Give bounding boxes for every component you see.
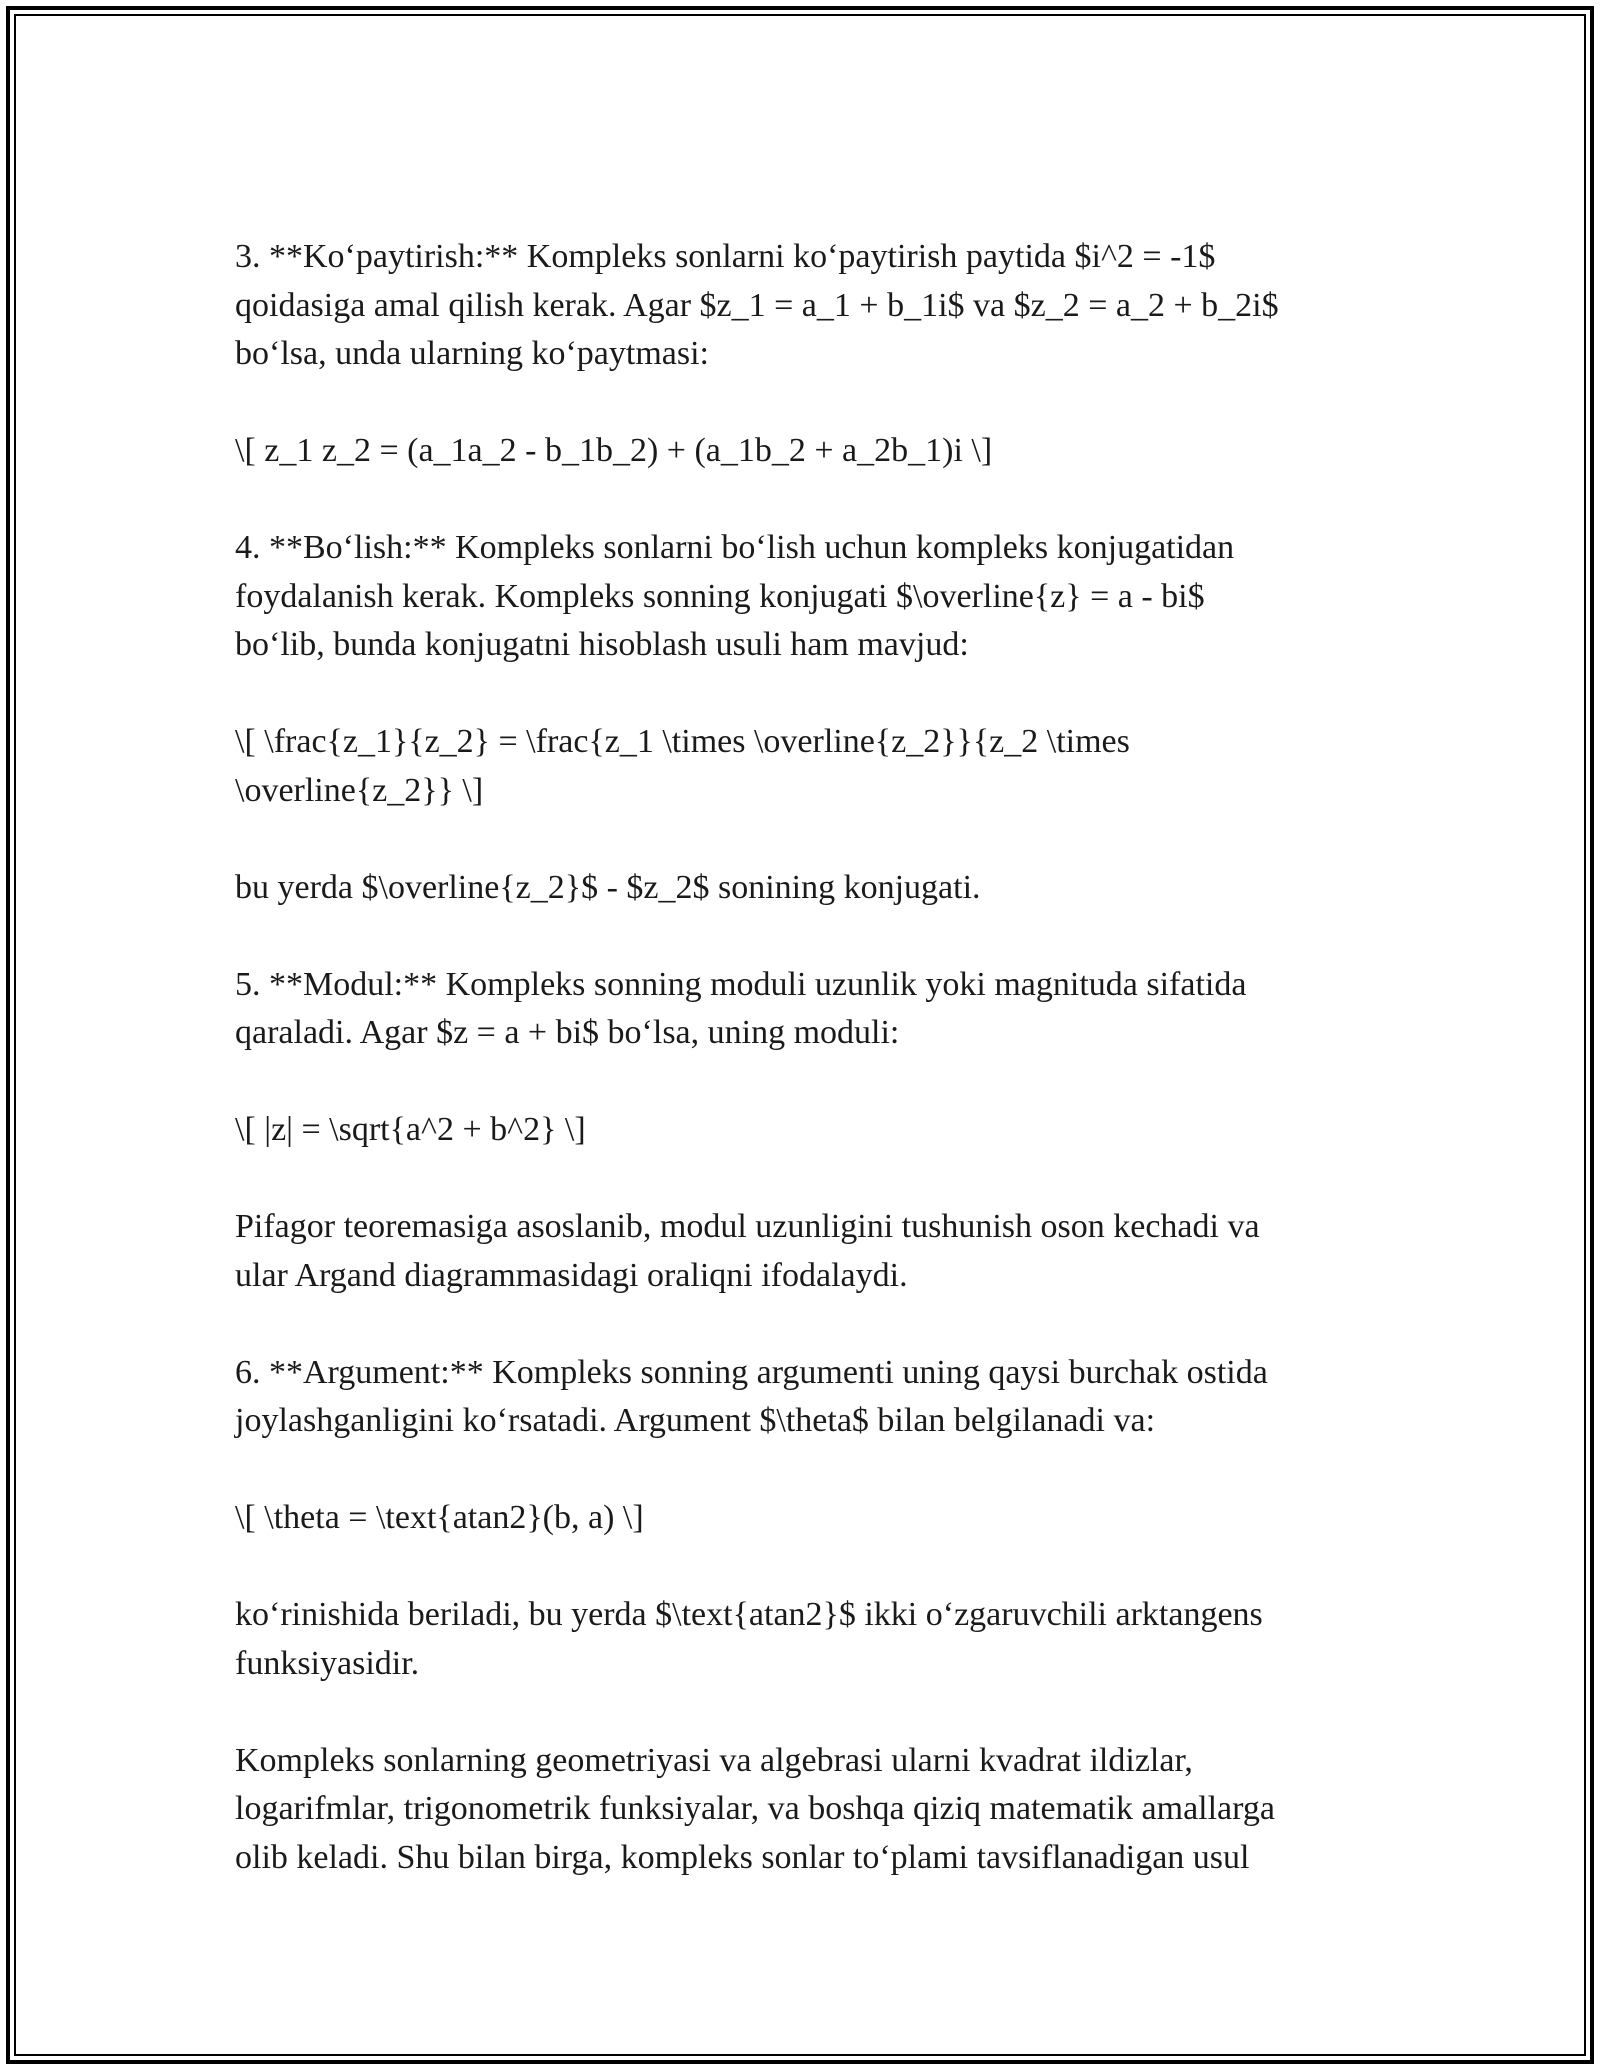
formula-argument: \[ \theta = \text{atan2}(b, a) \]: [235, 1499, 644, 1536]
paragraph-modulus: 5. **Modul:** Kompleks sonning moduli uzunlik yoki magnituda sifatida qaraladi. Agar $z = a + bi$ bo‘lsa, uning moduli:: [235, 965, 1247, 1051]
formula-modulus: \[ |z| = \sqrt{a^2 + b^2} \]: [235, 1111, 586, 1148]
paragraph-atan2-note: ko‘rinishida beriladi, bu yerda $\text{atan2}$ ikki o‘zgaruvchili arktangens funksiyasidir.: [235, 1596, 1263, 1682]
formula-multiplication: \[ z_1 z_2 = (a_1a_2 - b_1b_2) + (a_1b_2 + a_2b_1)i \]: [235, 432, 993, 469]
paragraph-multiplication: 3. **Ko‘paytirish:** Kompleks sonlarni ko‘paytirish paytida $i^2 = -1$ qoidasiga amal qilish kerak. Agar $z_1 = a_1 + b_1i$ va $z_2 = a_2 + b_2i$ bo‘lsa, unda ularning ko‘paytmasi:: [235, 238, 1279, 372]
formula-division: \[ \frac{z_1}{z_2} = \frac{z_1 \times \overline{z_2}}{z_2 \times \overline{z_2}} \]: [235, 723, 1130, 809]
paragraph-conjugate-note: bu yerda $\overline{z_2}$ - $z_2$ sonining konjugati.: [235, 868, 981, 906]
document-body: [235, 233, 1385, 1931]
paragraph-conclusion: Kompleks sonlarning geometriyasi va algebrasi ularni kvadrat ildizlar, logarifmlar, trigonometrik funksiyalar, va boshqa qiziq matematik amallarga olib keladi. Shu bilan birga, kompleks sonlar to‘plami tavsiflanadigan usul: [235, 1741, 1275, 1876]
paragraph-argument: 6. **Argument:** Kompleks sonning argumenti uning qaysi burchak ostida joylashganligini ko‘rsatadi. Argument $\theta$ bilan belgilanadi va:: [235, 1353, 1268, 1439]
paragraph-pythagoras: Pifagor teoremasiga asoslanib, modul uzunligini tushunish oson kechadi va ular Argand diagrammasidagi oraliqni ifodalaydi.: [235, 1208, 1260, 1294]
paragraph-division: 4. **Bo‘lish:** Kompleks sonlarni bo‘lish uchun kompleks konjugatidan foydalanish kerak. Kompleks sonning konjugati $\overline{z} = a - bi$ bo‘lib, bunda konjugatni hisoblash usuli ham mavjud:: [235, 529, 1235, 663]
